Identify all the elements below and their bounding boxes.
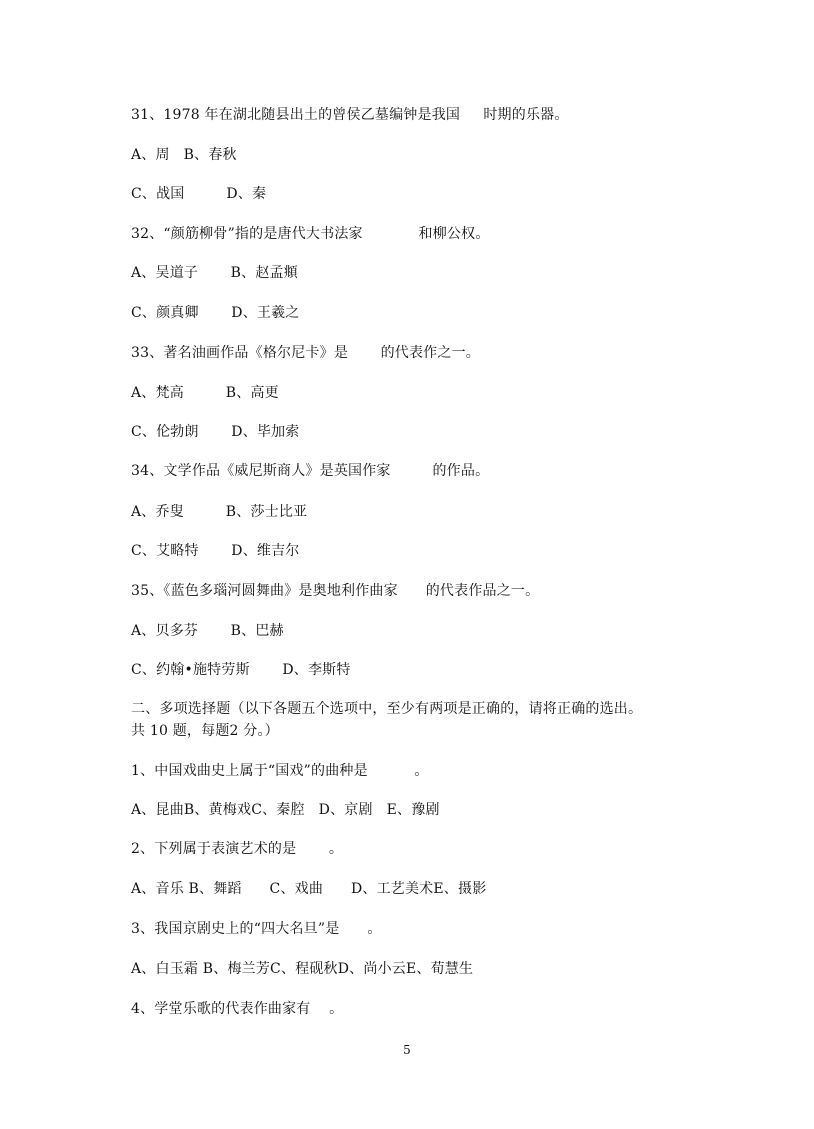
q32-options-ab: A、吴道子 B、赵孟頫 [131, 265, 298, 281]
q33-options-ab: A、梵高 B、高更 [131, 385, 279, 401]
mc-question-4: 4、学堂乐歌的代表作曲家有 。 [131, 1001, 344, 1017]
q35-options-cd: C、约翰•施特劳斯 D、李斯特 [131, 662, 351, 678]
question-35: 35、《蓝色多瑙河圆舞曲》是奥地利作曲家 的代表作品之一。 [131, 583, 540, 599]
mc-question-1: 1、中国戏曲史上属于“国戏”的曲种是 。 [131, 763, 429, 779]
mc-question-3: 3、我国京剧史上的“四大名旦”是 。 [131, 921, 382, 937]
question-32: 32、“颜筋柳骨”指的是唐代大书法家 和柳公权。 [131, 226, 490, 242]
q34-options-cd: C、艾略特 D、维吉尔 [131, 543, 300, 559]
q32-options-cd: C、颜真卿 D、王羲之 [131, 305, 300, 321]
mc-question-2: 2、下列属于表演艺术的是 。 [131, 841, 344, 857]
q34-options-ab: A、乔叟 B、莎士比亚 [131, 504, 308, 520]
section-heading-multiple-choice: 二、多项选择题（以下各题五个选项中，至少有两项是正确的，请将正确的选出。 [131, 701, 643, 717]
page-number: 5 [403, 1043, 411, 1057]
mc-q2-options: A、音乐 B、舞蹈 C、戏曲 D、工艺美术E、摄影 [131, 881, 487, 897]
mc-q3-options: A、白玉霜 B、梅兰芳C、程砚秋D、尚小云E、荀慧生 [131, 961, 474, 977]
q31-options-ab: A、周 B、春秋 [131, 147, 237, 163]
q35-options-ab: A、贝多芬 B、巴赫 [131, 623, 284, 639]
section-heading-scoring: 共 10 题，每题2 分。） [131, 723, 279, 739]
mc-q1-options: A、昆曲B、黄梅戏C、秦腔 D、京剧 E、豫剧 [131, 802, 440, 818]
question-33: 33、著名油画作品《格尔尼卡》是 的代表作之一。 [131, 345, 480, 361]
q33-options-cd: C、伦勃朗 D、毕加索 [131, 424, 300, 440]
question-34: 34、文学作品《威尼斯商人》是英国作家 的作品。 [131, 463, 490, 479]
question-31: 31、1978 年在湖北随县出土的曾侯乙墓编钟是我国 时期的乐器。 [131, 107, 569, 123]
q31-options-cd: C、战国 D、秦 [131, 186, 267, 202]
